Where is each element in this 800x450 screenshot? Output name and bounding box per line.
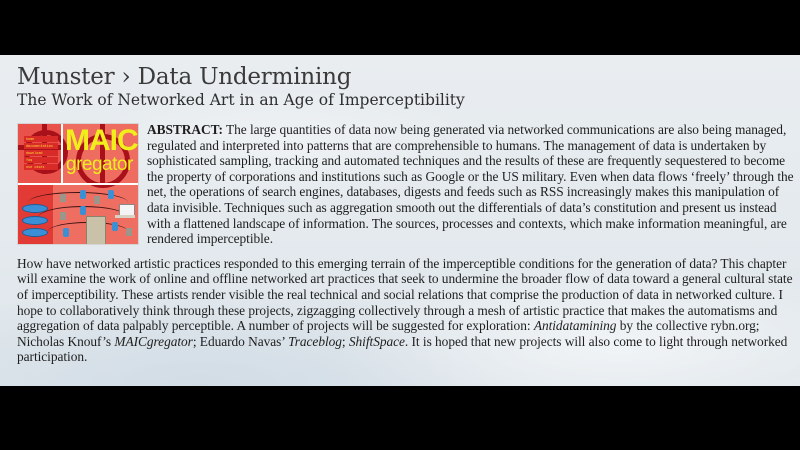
thumbnail-divider [61, 124, 63, 183]
thumbnail-menu-item: download [24, 150, 58, 156]
database-icon [63, 228, 69, 237]
project-title: Antidatamining [533, 318, 617, 334]
project-title: Traceblog [288, 333, 342, 349]
project-title: ShiftSpace [348, 333, 405, 349]
thumbnail-divider [18, 183, 138, 185]
body-text: ; Eduardo Navas’ [192, 333, 289, 349]
project-title: MAICgregator [114, 333, 193, 349]
database-icon [80, 190, 86, 199]
thumbnail-logo-subtext: gregator [66, 154, 133, 175]
computer-icon [60, 212, 66, 220]
computer-icon [126, 228, 132, 236]
thumbnail-menu-item: home [24, 136, 58, 142]
database-icon [80, 206, 86, 215]
page-subtitle: The Work of Networked Art in an Age of Imperceptibility [17, 91, 465, 109]
body-text: How have networked artistic practices responded to this emerging terrain of the imperceptible conditions for the generation of data? This chapter will examine the work of online and offline networked art practices that seek to undermine the broader flow of data toward a general cultural state of imperceptibility. These artists render visible the real technical and social relations that comprise the production of data in networked culture. I hope to collaboratively think through these projects, zigzagging collectively through a mesh of artistic practice that makes the automatisms and aggregation of data palpably perceptible. A number of projects will be suggested for exploration: [17, 255, 793, 334]
database-icon [22, 228, 48, 237]
body-text: by the collective rybn.org; Nicholas Knouf’s [17, 318, 760, 349]
body-text: ; [341, 333, 349, 349]
database-icon [22, 216, 48, 225]
thumbnail-logo-text: MAIC [65, 124, 138, 157]
database-icon [22, 204, 48, 213]
database-icon [108, 190, 114, 199]
database-icon [112, 222, 118, 231]
slide [0, 55, 800, 386]
maicgregator-thumbnail [17, 123, 139, 245]
thumbnail-menu-item: documentation [24, 143, 58, 149]
computer-icon [60, 194, 66, 202]
computer-icon [94, 196, 100, 204]
body-paragraph [17, 256, 797, 365]
thumbnail-menu-item: faq [24, 157, 58, 163]
thumbnail-menu [24, 136, 58, 171]
thumbnail-menu-item: use cases [24, 164, 58, 170]
laptop-icon [115, 215, 135, 218]
abstract-label: ABSTRACT: [147, 122, 223, 137]
slide-content [17, 122, 797, 374]
page-title: Munster › Data Undermining [17, 64, 352, 90]
server-icon [86, 216, 106, 245]
abstract-text: The large quantities of data now being generated via networked communications are also being managed, regulated and interpreted into patterns that are comprehensible to humans. The management of data is undertaken by sophisticated sampling, tracking and automated techniques and the results of these are frequently sequestered to become the property of corporations and institutions such as Google or the US military. Even when data flows ‘freely’ through the net, the operations of search engines, databases, digests and feeds such as RSS increasingly makes this manipulation of data invisible. Techniques such as aggregation smooth out the differentials of data’s constitution and present us instead with a flattened landscape of information. The sources, processes and contexts, which make information meaningful, are rendered imperceptible. [147, 122, 794, 247]
body-text: . It is hoped that new projects will also come to light through networked participation. [17, 333, 788, 365]
